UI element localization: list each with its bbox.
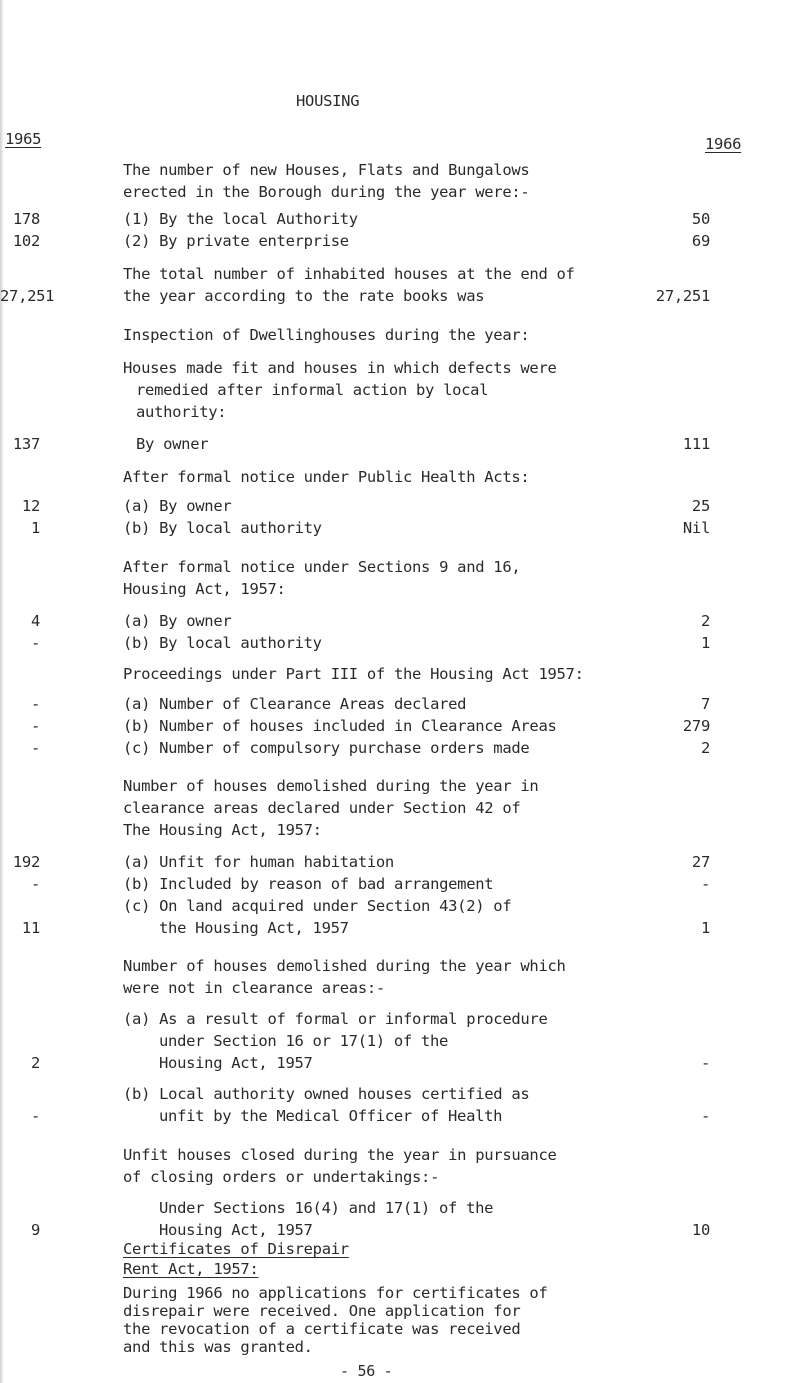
disrepair-heading-2: Rent Act, 1957: xyxy=(123,1260,259,1278)
formal-procedure-line-1: (a) As a result of formal or informal procedure xyxy=(123,1010,548,1028)
formal-procedure-1966: - xyxy=(700,1054,710,1072)
demolished-in-line-3: The Housing Act, 1957: xyxy=(123,821,322,839)
by-owner-1966: 111 xyxy=(682,435,710,453)
new-la-1965: 178 xyxy=(12,210,40,228)
inspection-heading: Inspection of Dwellinghouses during the year: xyxy=(123,326,530,344)
new-private-label: (2) By private enterprise xyxy=(123,232,349,250)
part3-b-1966: 279 xyxy=(682,717,710,735)
unfit-1965: 192 xyxy=(12,853,40,871)
bad-arrangement-1965: - xyxy=(30,875,40,893)
land-acquired-line-1: (c) On land acquired under Section 43(2) of xyxy=(123,897,512,915)
formal-procedure-line-3: Housing Act, 1957 xyxy=(159,1054,313,1072)
new-private-1965: 102 xyxy=(12,232,40,250)
disrepair-para-2: disrepair were received. One application for xyxy=(123,1302,521,1320)
ha-heading-2: Housing Act, 1957: xyxy=(123,580,286,598)
inhabited-line-2: the year according to the rate books was xyxy=(123,287,485,305)
pha-heading: After formal notice under Public Health Acts: xyxy=(123,468,530,486)
new-dwellings-intro-1: The number of new Houses, Flats and Bungalows xyxy=(123,161,530,179)
inhabited-line-1: The total number of inhabited houses at the end of xyxy=(123,265,575,283)
demolished-out-line-1: Number of houses demolished during the year which xyxy=(123,957,566,975)
pha-la-1966: Nil xyxy=(682,519,710,537)
part3-a-label: (a) Number of Clearance Areas declared xyxy=(123,695,467,713)
ha-owner-1965: 4 xyxy=(30,612,40,630)
page-title: HOUSING xyxy=(296,92,360,110)
part3-a-1966: 7 xyxy=(700,695,710,713)
pha-owner-label: (a) By owner xyxy=(123,497,232,515)
year-header-left: 1965 xyxy=(5,130,42,148)
part3-c-label: (c) Number of compulsory purchase orders made xyxy=(123,739,530,757)
page-number: - 56 - xyxy=(340,1362,393,1380)
la-owned-line-1: (b) Local authority owned houses certified as xyxy=(123,1085,530,1103)
demolished-in-line-1: Number of houses demolished during the year in xyxy=(123,777,539,795)
demolished-in-line-2: clearance areas declared under Section 42 of xyxy=(123,799,521,817)
closed-1965: 9 xyxy=(30,1221,40,1239)
pha-la-label: (b) By local authority xyxy=(123,519,322,537)
pha-owner-1966: 25 xyxy=(691,497,710,515)
closed-line-1: Unfit houses closed during the year in pursuance xyxy=(123,1146,557,1164)
part3-b-label: (b) Number of houses included in Clearance Areas xyxy=(123,717,557,735)
new-private-1966: 69 xyxy=(691,232,710,250)
year-header-right: 1966 xyxy=(705,135,742,153)
new-la-1966: 50 xyxy=(691,210,710,228)
informal-line-1: Houses made fit and houses in which defects were xyxy=(123,359,557,377)
part3-heading: Proceedings under Part III of the Housing Act 1957: xyxy=(123,665,584,683)
la-owned-1965: - xyxy=(30,1107,40,1125)
formal-procedure-line-2: under Section 16 or 17(1) of the xyxy=(159,1032,449,1050)
by-owner-label: By owner xyxy=(136,435,209,453)
closed-line-2: of closing orders or undertakings:- xyxy=(123,1168,440,1186)
ha-heading-1: After formal notice under Sections 9 and 16, xyxy=(123,558,521,576)
part3-c-1966: 2 xyxy=(700,739,710,757)
ha-la-label: (b) By local authority xyxy=(123,634,322,652)
bad-arrangement-label: (b) Included by reason of bad arrangement xyxy=(123,875,494,893)
inhabited-1966: 27,251 xyxy=(655,287,710,305)
by-owner-1965: 137 xyxy=(12,435,40,453)
bad-arrangement-1966: - xyxy=(700,875,710,893)
new-dwellings-intro-2: erected in the Borough during the year were:- xyxy=(123,183,530,201)
unfit-1966: 27 xyxy=(691,853,710,871)
part3-b-1965: - xyxy=(30,717,40,735)
closed-1966: 10 xyxy=(691,1221,710,1239)
land-acquired-1966: 1 xyxy=(700,919,710,937)
closed-sub-line-2: Housing Act, 1957 xyxy=(159,1221,313,1239)
disrepair-heading-1: Certificates of Disrepair xyxy=(123,1240,349,1258)
ha-owner-label: (a) By owner xyxy=(123,612,232,630)
land-acquired-1965: 11 xyxy=(21,919,40,937)
disrepair-para-3: the revocation of a certificate was received xyxy=(123,1320,521,1338)
inhabited-1965: 27,251 xyxy=(0,287,55,305)
informal-line-3: authority: xyxy=(136,403,227,421)
new-la-label: (1) By the local Authority xyxy=(123,210,358,228)
formal-procedure-1965: 2 xyxy=(30,1054,40,1072)
pha-owner-1965: 12 xyxy=(21,497,40,515)
la-owned-1966: - xyxy=(700,1107,710,1125)
disrepair-para-1: During 1966 no applications for certificates of xyxy=(123,1284,548,1302)
ha-la-1965: - xyxy=(30,634,40,652)
page-edge-shadow xyxy=(0,0,4,1383)
closed-sub-line-1: Under Sections 16(4) and 17(1) of the xyxy=(159,1199,494,1217)
unfit-label: (a) Unfit for human habitation xyxy=(123,853,394,871)
part3-c-1965: - xyxy=(30,739,40,757)
informal-line-2: remedied after informal action by local xyxy=(136,381,489,399)
part3-a-1965: - xyxy=(30,695,40,713)
la-owned-line-2: unfit by the Medical Officer of Health xyxy=(159,1107,503,1125)
ha-owner-1966: 2 xyxy=(700,612,710,630)
land-acquired-line-2: the Housing Act, 1957 xyxy=(159,919,349,937)
disrepair-para-4: and this was granted. xyxy=(123,1338,313,1356)
demolished-out-line-2: were not in clearance areas:- xyxy=(123,979,385,997)
pha-la-1965: 1 xyxy=(30,519,40,537)
ha-la-1966: 1 xyxy=(700,634,710,652)
